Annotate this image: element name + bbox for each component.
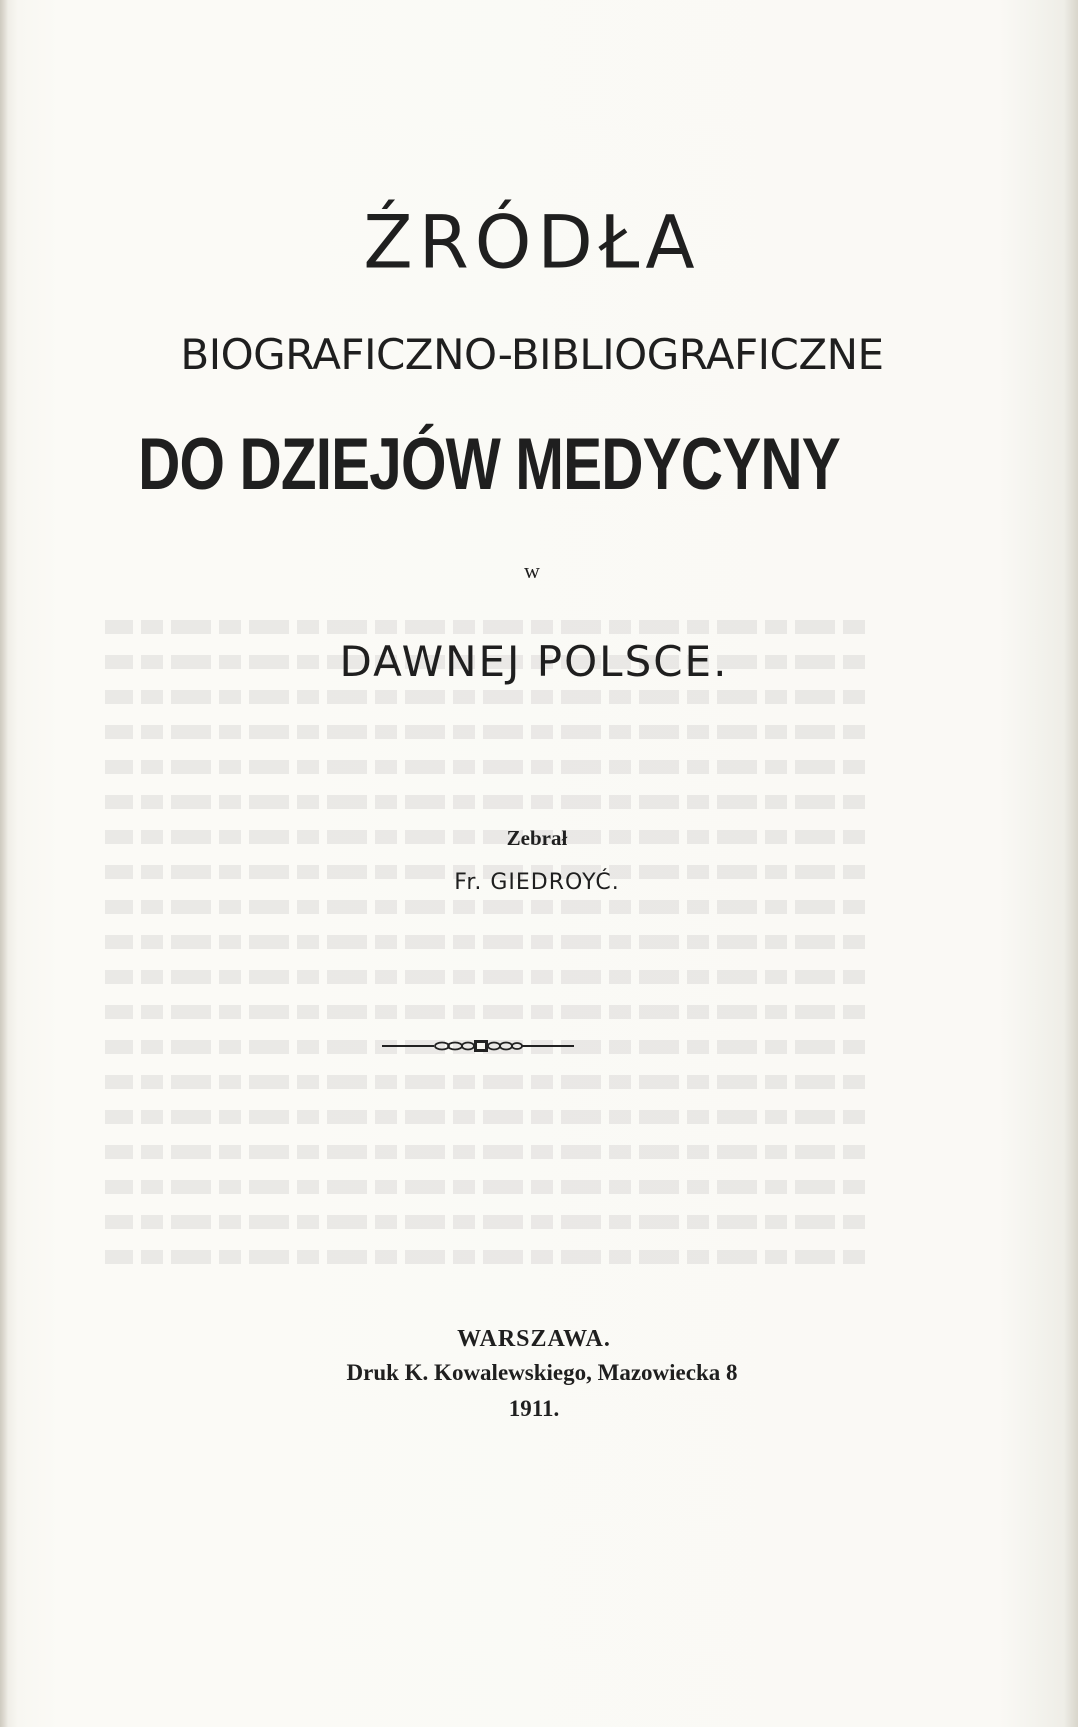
title-word: ŹRÓDŁA xyxy=(363,199,701,285)
imprint-printer: Druk K. Kowalewskiego, Mazowiecka 8 xyxy=(346,1360,738,1385)
title-heading: DO DZIEJÓW MEDYCYNY xyxy=(138,422,840,506)
title-location: DAWNEJ POLSCE. xyxy=(339,637,729,686)
show-through-text xyxy=(105,620,865,1440)
chain-divider-ornament-icon xyxy=(382,1038,574,1054)
imprint-year: 1911. xyxy=(508,1396,560,1421)
author-name: Fr. GIEDROYĆ. xyxy=(454,870,620,895)
subtitle: BIOGRAFICZNO-BIBLIOGRAFICZNE xyxy=(180,330,884,379)
compiled-by-label: Zebrał xyxy=(506,826,568,850)
imprint-place: WARSZAWA. xyxy=(457,1326,611,1352)
title-connector: w xyxy=(524,558,540,583)
